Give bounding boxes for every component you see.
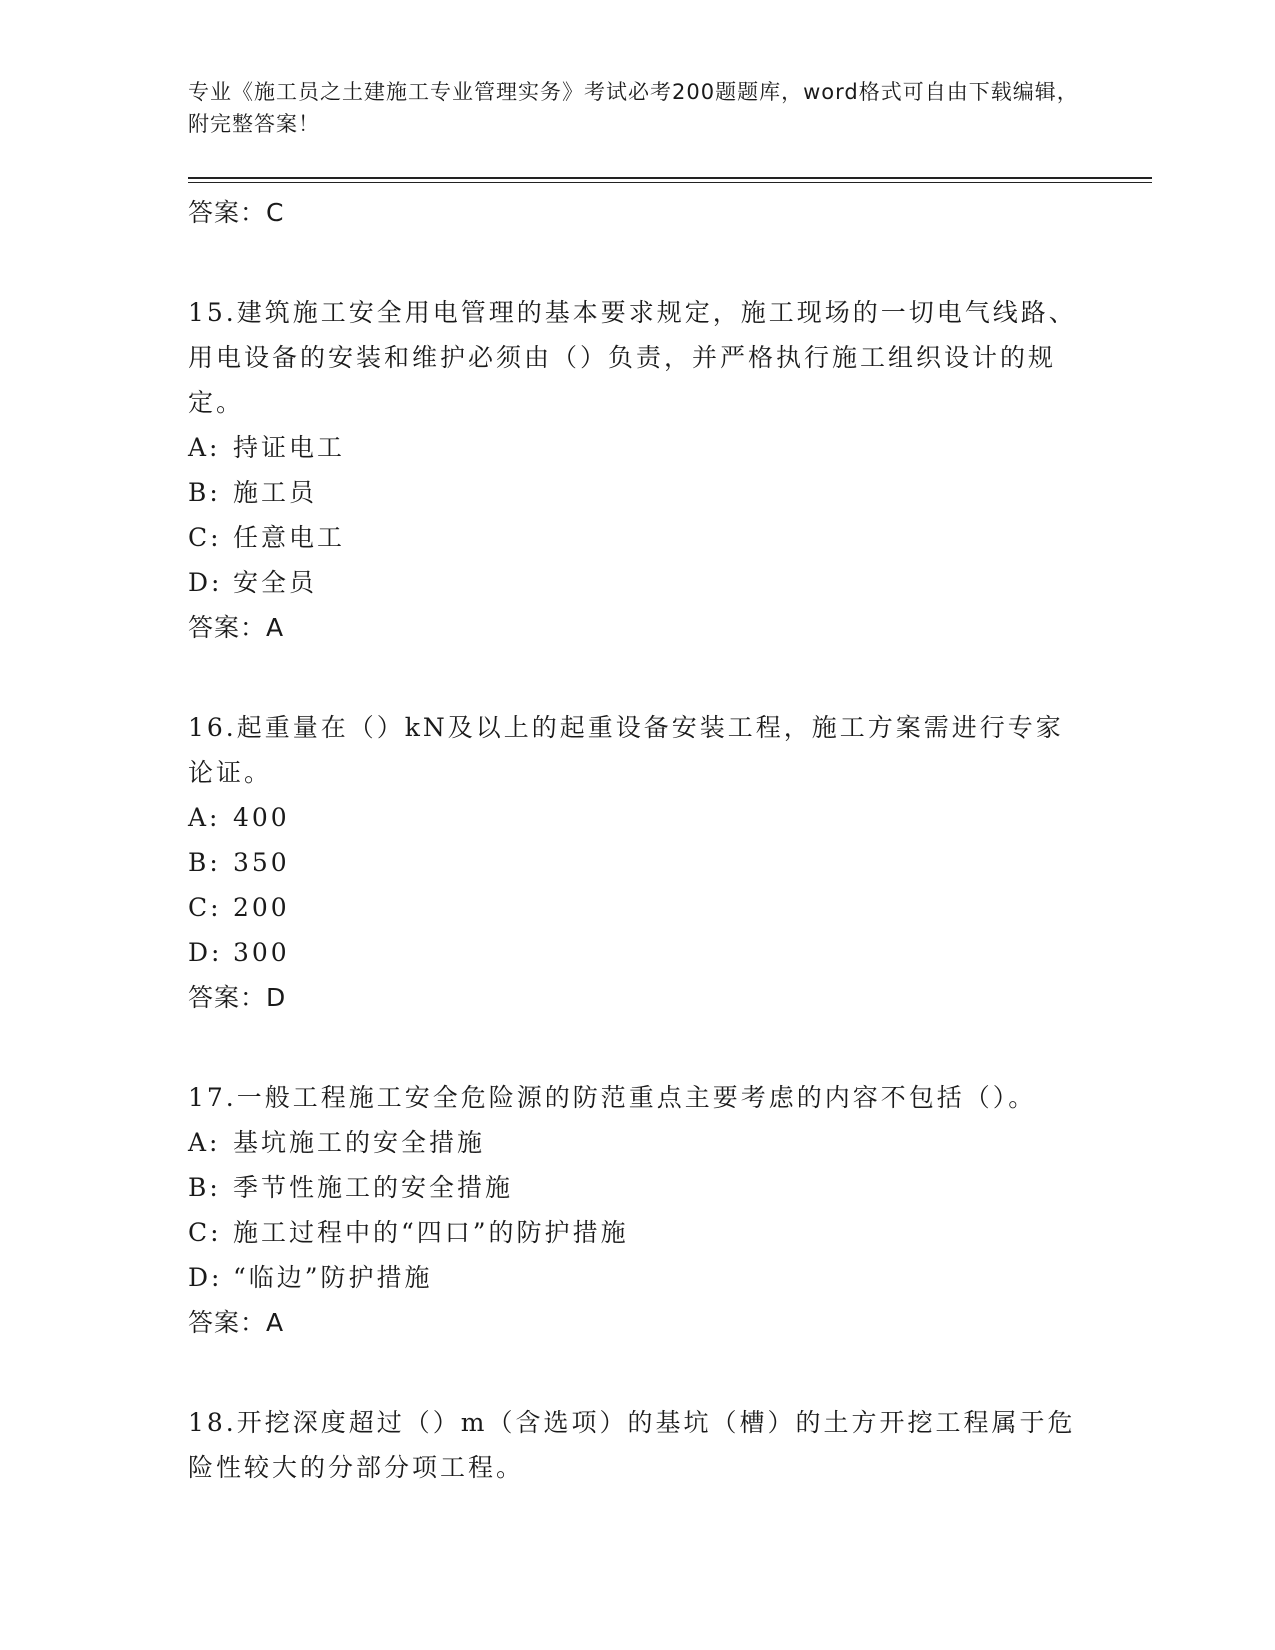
option-d bbox=[188, 1255, 1088, 1300]
option-a bbox=[188, 425, 1088, 470]
previous-answer: 答案：C bbox=[188, 198, 285, 227]
option-text: “临边”防护措施 bbox=[233, 1263, 433, 1292]
answer-line: 答案：A bbox=[188, 613, 285, 642]
option-text: 200 bbox=[233, 893, 290, 922]
option-key: A: bbox=[188, 803, 221, 832]
option-text: 任意电工 bbox=[233, 523, 346, 552]
option-key: B: bbox=[188, 478, 221, 507]
answer-line: 答案：A bbox=[188, 1308, 285, 1337]
option-text: 350 bbox=[233, 848, 290, 877]
header-divider-thin bbox=[188, 182, 1152, 183]
option-key: C: bbox=[188, 1218, 222, 1247]
option-key: C: bbox=[188, 893, 222, 922]
option-a bbox=[188, 795, 1088, 840]
option-text: 季节性施工的安全措施 bbox=[233, 1173, 514, 1202]
option-key: B: bbox=[188, 848, 221, 877]
option-text: 300 bbox=[233, 938, 290, 967]
option-key: D: bbox=[188, 938, 223, 967]
question-text: 17.一般工程施工安全危险源的防范重点主要考虑的内容不包括（）。 bbox=[188, 1083, 1037, 1112]
option-d bbox=[188, 930, 1088, 975]
option-key: B: bbox=[188, 1173, 221, 1202]
option-c bbox=[188, 1210, 1088, 1255]
option-text: 持证电工 bbox=[233, 433, 346, 462]
option-b bbox=[188, 470, 1088, 515]
question-list bbox=[188, 190, 1088, 1490]
option-a bbox=[188, 1120, 1088, 1165]
option-c bbox=[188, 515, 1088, 560]
option-key: A: bbox=[188, 433, 221, 462]
question-text: 16.起重量在（）kN及以上的起重设备安装工程，施工方案需进行专家论证。 bbox=[188, 713, 1064, 787]
question-17 bbox=[188, 1075, 1088, 1345]
question-text: 18.开挖深度超过（）m（含选项）的基坑（槽）的土方开挖工程属于危险性较大的分部分项工程。 bbox=[188, 1408, 1076, 1482]
question-15 bbox=[188, 290, 1088, 650]
question-18 bbox=[188, 1400, 1088, 1490]
answer-line: 答案：D bbox=[188, 983, 287, 1012]
option-d bbox=[188, 560, 1088, 605]
option-text: 施工过程中的“四口”的防护措施 bbox=[233, 1218, 629, 1247]
option-text: 施工员 bbox=[233, 478, 318, 507]
option-text: 基坑施工的安全措施 bbox=[233, 1128, 486, 1157]
option-key: A: bbox=[188, 1128, 221, 1157]
option-key: D: bbox=[188, 568, 223, 597]
option-c bbox=[188, 885, 1088, 930]
option-b bbox=[188, 840, 1088, 885]
document-header: 专业《施工员之土建施工专业管理实务》考试必考200题题库，word格式可自由下载编辑，附完整答案！ bbox=[188, 80, 1079, 136]
header-divider bbox=[188, 177, 1152, 179]
question-text: 15.建筑施工安全用电管理的基本要求规定，施工现场的一切电气线路、用电设备的安装和维护必须由（）负责，并严格执行施工组织设计的规定。 bbox=[188, 298, 1077, 417]
option-text: 400 bbox=[233, 803, 290, 832]
option-key: D: bbox=[188, 1263, 223, 1292]
option-key: C: bbox=[188, 523, 222, 552]
option-b bbox=[188, 1165, 1088, 1210]
option-text: 安全员 bbox=[233, 568, 318, 597]
question-16 bbox=[188, 705, 1088, 1020]
